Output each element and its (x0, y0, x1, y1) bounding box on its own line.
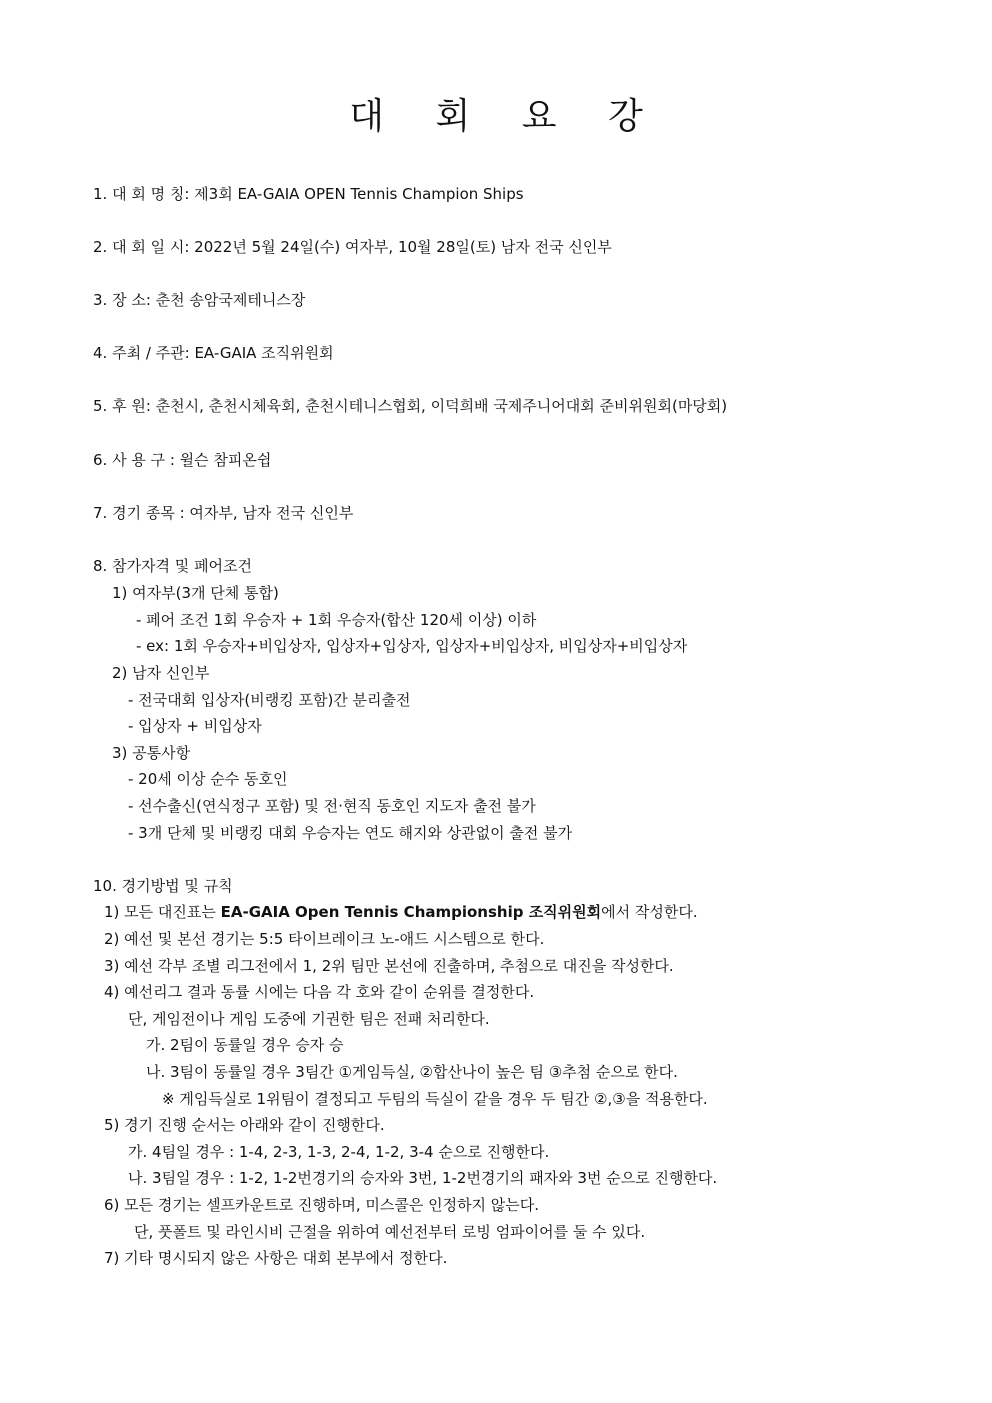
item-sponsors: 5. 후 원: 춘천시, 춘천시체육회, 춘천시테니스협회, 이덕희배 국제주니어대회 준비위원회(마당회) (93, 397, 728, 415)
section8-sub1-line: - ex: 1회 우승자+비입상자, 입상자+입상자, 입상자+비입상자, 비입상자+비입상자 (136, 637, 688, 655)
item-event-name: 1. 대 회 명 칭: 제3회 EA-GAIA OPEN Tennis Champion Ships (93, 185, 524, 203)
rule-6: 6) 모든 경기는 셀프카운트로 진행하며, 미스콜은 인정하지 않는다. (104, 1196, 540, 1214)
section8-sub1-label: 1) 여자부(3개 단체 통합) (112, 584, 279, 602)
page-title: 대 회 요 강 (349, 96, 663, 137)
rule-1 (104, 902, 698, 922)
rule-5-a: 가. 4팀일 경우 : 1-4, 2-3, 1-3, 2-4, 1-2, 3-4 순으로 진행한다. (128, 1143, 550, 1161)
rule-3: 3) 예선 각부 조별 리그전에서 1, 2위 팀만 본선에 진출하며, 추첨으로 대진을 작성한다. (104, 957, 674, 975)
section8-sub3-label: 3) 공통사항 (112, 744, 191, 762)
section8-sub3-line: - 20세 이상 순수 동호인 (128, 770, 288, 788)
rule-6-note: 단, 풋폴트 및 라인시비 근절을 위하여 예선전부터 로빙 엄파이어를 둘 수 있다. (134, 1223, 646, 1241)
rule-4-note: 단, 게임전이나 게임 도중에 기권한 팀은 전패 처리한다. (128, 1010, 490, 1028)
section8-sub1-line: - 페어 조건 1회 우승자 + 1회 우승자(합산 120세 이상) 이하 (136, 611, 537, 629)
rule-1-suffix: 에서 작성한다. (601, 903, 698, 921)
rule-4-b: 나. 3팀이 동률일 경우 3팀간 ①게임득실, ②합산나이 높은 팀 ③추첨 순으로 한다. (146, 1063, 678, 1081)
item-event-date: 2. 대 회 일 시: 2022년 5월 24일(수) 여자부, 10월 28일(토) 남자 전국 신인부 (93, 238, 612, 256)
rule-7: 7) 기타 명시되지 않은 사항은 대회 본부에서 정한다. (104, 1249, 448, 1267)
section8-heading: 8. 참가자격 및 페어조건 (93, 557, 253, 575)
rule-4: 4) 예선리그 결과 동률 시에는 다음 각 호와 같이 순위를 결정한다. (104, 983, 535, 1001)
rule-5: 5) 경기 진행 순서는 아래와 같이 진행한다. (104, 1116, 385, 1134)
rule-4-footnote: ※ 게임득실로 1위팀이 결정되고 두팀의 득실이 같을 경우 두 팀간 ②,③을 적용한다. (162, 1090, 708, 1108)
section8-sub2-label: 2) 남자 신인부 (112, 664, 210, 682)
rule-4-a: 가. 2팀이 동률일 경우 승자 승 (146, 1036, 344, 1054)
section8-sub2-line: - 입상자 + 비입상자 (128, 717, 262, 735)
rule-1-prefix: 1) 모든 대진표는 (104, 903, 221, 921)
item-venue: 3. 장 소: 춘천 송암국제테니스장 (93, 291, 306, 309)
section8-sub3-line: - 선수출신(연식정구 포함) 및 전·현직 동호인 지도자 출전 불가 (128, 797, 536, 815)
section8-sub3-line: - 3개 단체 및 비랭킹 대회 우승자는 연도 해지와 상관없이 출전 불가 (128, 824, 573, 842)
section10-heading: 10. 경기방법 및 규칙 (93, 877, 233, 895)
rule-2: 2) 예선 및 본선 경기는 5:5 타이브레이크 노-애드 시스템으로 한다. (104, 930, 545, 948)
section8-sub2-line: - 전국대회 입상자(비랭킹 포함)간 분리출전 (128, 691, 411, 709)
item-ball: 6. 사 용 구 : 윌슨 참피온쉽 (93, 451, 272, 469)
item-events: 7. 경기 종목 : 여자부, 남자 전국 신인부 (93, 504, 354, 522)
item-host: 4. 주최 / 주관: EA-GAIA 조직위원회 (93, 344, 334, 362)
rule-1-organizer: EA-GAIA Open Tennis Championship 조직위원회 (220, 903, 602, 921)
rule-5-b: 나. 3팀일 경우 : 1-2, 1-2번경기의 승자와 3번, 1-2번경기의 패자와 3번 순으로 진행한다. (128, 1169, 718, 1187)
